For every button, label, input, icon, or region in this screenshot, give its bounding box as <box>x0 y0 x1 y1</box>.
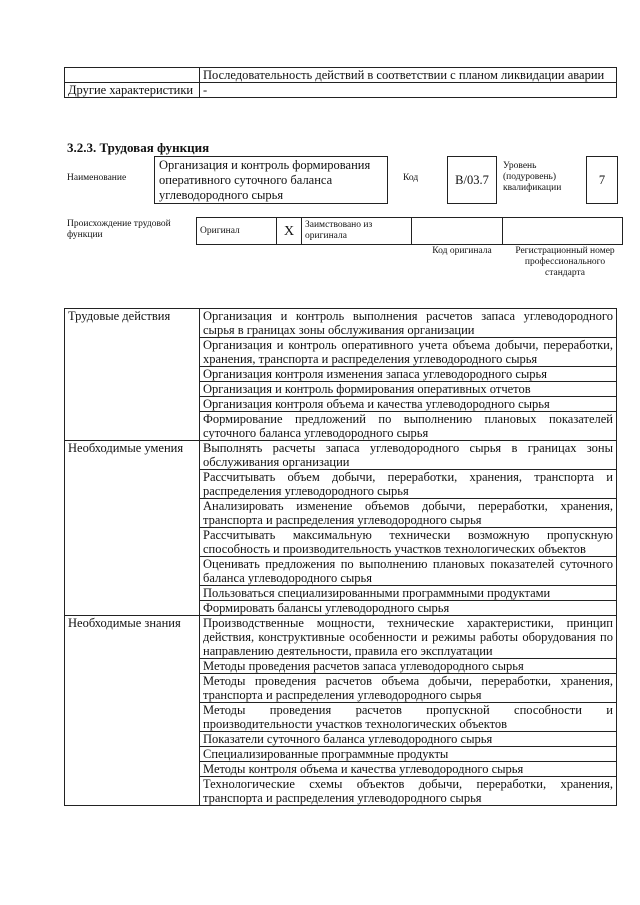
labor-action-item: Формирование предложений по выполнению плановых показателей суточного баланса углеводородного сырья <box>200 412 617 441</box>
origin-table <box>196 217 623 245</box>
function-name-box: Организация и контроль формирования оперативного суточного баланса углеводородного сырья <box>154 156 388 204</box>
continuation-table <box>64 67 617 98</box>
knowledge-item: Методы проведения расчетов пропускной способности и производительности участков технологических объектов <box>200 703 617 732</box>
origin-label: Происхождение трудовой функции <box>67 219 171 240</box>
table-row <box>65 68 617 83</box>
function-code-box: B/03.7 <box>447 156 497 204</box>
skill-item: Рассчитывать максимальную технически возможную пропускную способность и производительность участков технологических объектов <box>200 528 617 557</box>
knowledge-item: Технологические схемы объектов добычи, переработки, хранения, транспорта и распределения углеводородного сырья <box>200 777 617 806</box>
row-label: Другие характеристики <box>65 83 200 98</box>
labor-action-item: Организация контроля изменения запаса углеводородного сырья <box>200 367 617 382</box>
knowledge-item: Методы проведения расчетов запаса углеводородного сырья <box>200 659 617 674</box>
original-label: Оригинал <box>197 218 277 245</box>
labor-action-item: Организация контроля объема и качества углеводородного сырья <box>200 397 617 412</box>
skill-item: Анализировать изменение объемов добычи, переработки, хранения, транспорта и распределения углеводородного сырья <box>200 499 617 528</box>
table-row <box>65 616 617 659</box>
qualification-level-box: 7 <box>586 156 618 204</box>
table-row <box>65 441 617 470</box>
table-row <box>65 83 617 98</box>
knowledge-item: Производственные мощности, технические характеристики, принцип действия, конструктивные особенности и режимы работы оборудования по направлению деятельности, правила его эксплуатации <box>200 616 617 659</box>
labor-function-table <box>64 308 617 806</box>
skill-item: Рассчитывать объем добычи, переработки, хранения, транспорта и распределения углеводородного сырья <box>200 470 617 499</box>
code-label: Код <box>403 173 419 183</box>
knowledge-item: Методы контроля объема и качества углеводородного сырья <box>200 762 617 777</box>
skill-item: Выполнять расчеты запаса углеводородного сырья в границах зоны обслуживания организации <box>200 441 617 470</box>
origin-code-cell <box>412 218 503 245</box>
skill-item: Оценивать предложения по выполнению плановых показателей суточного баланса углеводородного сырья <box>200 557 617 586</box>
knowledge-item: Специализированные программные продукты <box>200 747 617 762</box>
section-title: 3.2.3. Трудовая функция <box>67 140 210 155</box>
table-row <box>197 218 623 245</box>
table-cell-empty <box>65 68 200 83</box>
skill-item: Формировать балансы углеводородного сырья <box>200 601 617 616</box>
name-label: Наименование <box>67 173 127 183</box>
category-skills: Необходимые умения <box>65 441 200 616</box>
original-mark: X <box>277 218 302 245</box>
category-labor-actions: Трудовые действия <box>65 309 200 441</box>
skill-item: Пользоваться специализированными программными продуктами <box>200 586 617 601</box>
borrowed-label: Заимствовано из оригинала <box>302 218 412 245</box>
labor-action-item: Организация и контроль формирования оперативных отчетов <box>200 382 617 397</box>
qualification-level-label: Уровень (подуровень) квалификации <box>503 161 562 193</box>
reg-number-cell <box>503 218 623 245</box>
labor-action-item: Организация и контроль выполнения расчетов запаса углеводородного сырья в границах зоны обслуживания организации <box>200 309 617 338</box>
labor-action-item: Организация и контроль оперативного учета объема добычи, переработки, хранения, транспорта и распределения углеводородного сырья <box>200 338 617 367</box>
table-row <box>65 309 617 338</box>
knowledge-item: Методы проведения расчетов объема добычи, переработки, хранения, транспорта и распределения углеводородного сырья <box>200 674 617 703</box>
knowledge-item: Показатели суточного баланса углеводородного сырья <box>200 732 617 747</box>
category-knowledge: Необходимые знания <box>65 616 200 806</box>
origin-code-caption: Код оригинала <box>432 246 492 256</box>
table-cell: - <box>200 83 617 98</box>
reg-number-caption: Регистрационный номер профессионального стандарта <box>515 246 615 278</box>
table-cell: Последовательность действий в соответствии с планом ликвидации аварии <box>200 68 617 83</box>
